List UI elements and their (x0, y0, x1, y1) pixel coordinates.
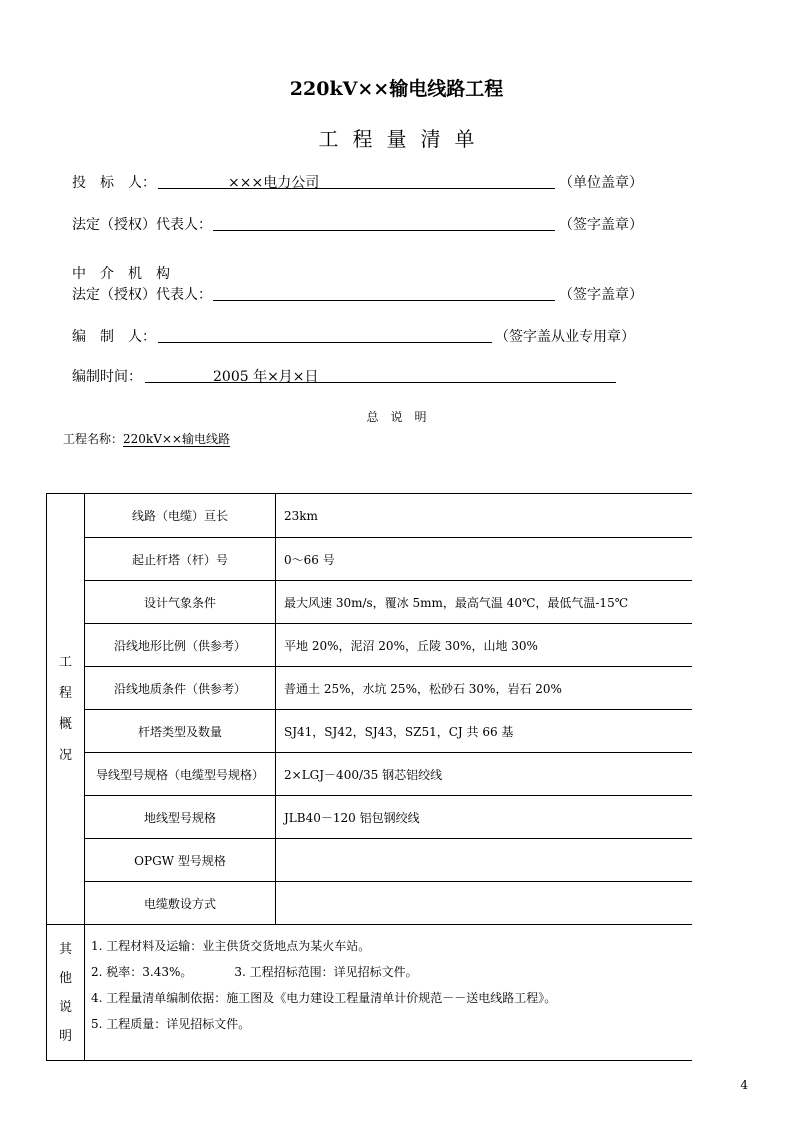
notes-content (85, 925, 693, 1061)
table-row (47, 839, 693, 882)
bidder-field (158, 172, 555, 189)
table-row (47, 494, 693, 538)
compiler-field (158, 326, 492, 343)
agency-label: 中 介 机 构 (72, 266, 170, 282)
legal-rep-field (213, 214, 555, 231)
row-label: 设计气象条件 (85, 581, 276, 624)
row-value: JLB40－120 铝包钢绞线 (276, 796, 693, 839)
note-4: 4. 工程量清单编制依据：施工图及《电力建设工程量清单计价规范－－送电线路工程》。 (91, 991, 557, 1005)
note-3: 3. 工程招标范围：详见招标文件。 (234, 965, 418, 979)
project-name-line (63, 430, 230, 447)
notes-row (47, 925, 693, 1061)
row-value (276, 839, 693, 882)
overview-table (46, 493, 692, 1061)
table-row (47, 538, 693, 581)
table-row (47, 753, 693, 796)
row-label: 沿线地质条件（供参考） (85, 667, 276, 710)
row-label: 导线型号规格（电缆型号规格） (85, 753, 276, 796)
agency-rep-label: 法定（授权）代表人： (72, 287, 212, 303)
row-label: 线路（电缆）亘长 (85, 494, 276, 538)
row-value: 平地 20%，泥沼 20%，丘陵 30%，山地 30% (276, 624, 693, 667)
note-line-2 (85, 959, 692, 985)
legal-rep-note: （签字盖章） (559, 217, 643, 233)
note-2: 2. 税率：3.43%。 (91, 965, 193, 979)
row-label: 起止杆塔（杆）号 (85, 538, 276, 581)
page-number: 4 (740, 1078, 748, 1092)
row-value: 最大风速 30m/s，覆冰 5mm，最高气温 40℃，最低气温-15℃ (276, 581, 693, 624)
compiler-label: 编 制 人： (72, 329, 156, 345)
bidder-note: （单位盖章） (559, 175, 643, 191)
table-row (47, 581, 693, 624)
row-label: OPGW 型号规格 (85, 839, 276, 882)
agency-rep-field (213, 284, 555, 301)
summary-heading: 总 说 明 (366, 410, 427, 424)
agency-rep-note: （签字盖章） (559, 287, 643, 303)
table-row (47, 710, 693, 753)
row-label: 沿线地形比例（供参考） (85, 624, 276, 667)
row-value (276, 882, 693, 925)
bidder-label: 投 标 人： (72, 175, 156, 191)
row-value: 23km (276, 494, 693, 538)
date-field (145, 366, 616, 383)
row-value: 0～66 号 (276, 538, 693, 581)
legal-rep-label: 法定（授权）代表人： (72, 217, 212, 233)
notes-group-label: 其 他 说 明 (47, 925, 85, 1061)
row-label: 地线型号规格 (85, 796, 276, 839)
project-name-value: 220kV××输电线路 (123, 432, 230, 446)
table-row (47, 624, 693, 667)
row-label: 杆塔类型及数量 (85, 710, 276, 753)
project-name-label: 工程名称： (63, 432, 124, 446)
row-value: 普通土 25%，水坑 25%，松砂石 30%，岩石 20% (276, 667, 693, 710)
note-1: 1. 工程材料及运输：业主供货交货地点为某火车站。 (91, 939, 371, 953)
row-value: 2×LGJ－400/35 钢芯铝绞线 (276, 753, 693, 796)
overview-group-label: 工 程 概 况 (47, 494, 85, 925)
date-value: 2005 年×月×日 (213, 369, 319, 385)
project-title: 220kV××输电线路工程 (289, 78, 504, 100)
date-label: 编制时间： (72, 369, 142, 385)
bidder-value: ×××电力公司 (228, 175, 320, 191)
row-value: SJ41，SJ42，SJ43，SZ51，CJ 共 66 基 (276, 710, 693, 753)
table-row (47, 882, 693, 925)
compiler-note: （签字盖从业专用章） (495, 329, 635, 345)
row-label: 电缆敷设方式 (85, 882, 276, 925)
table-row (47, 667, 693, 710)
document-title: 工程量清单 (318, 127, 489, 151)
note-5: 5. 工程质量：详见招标文件。 (91, 1017, 251, 1031)
table-row (47, 796, 693, 839)
